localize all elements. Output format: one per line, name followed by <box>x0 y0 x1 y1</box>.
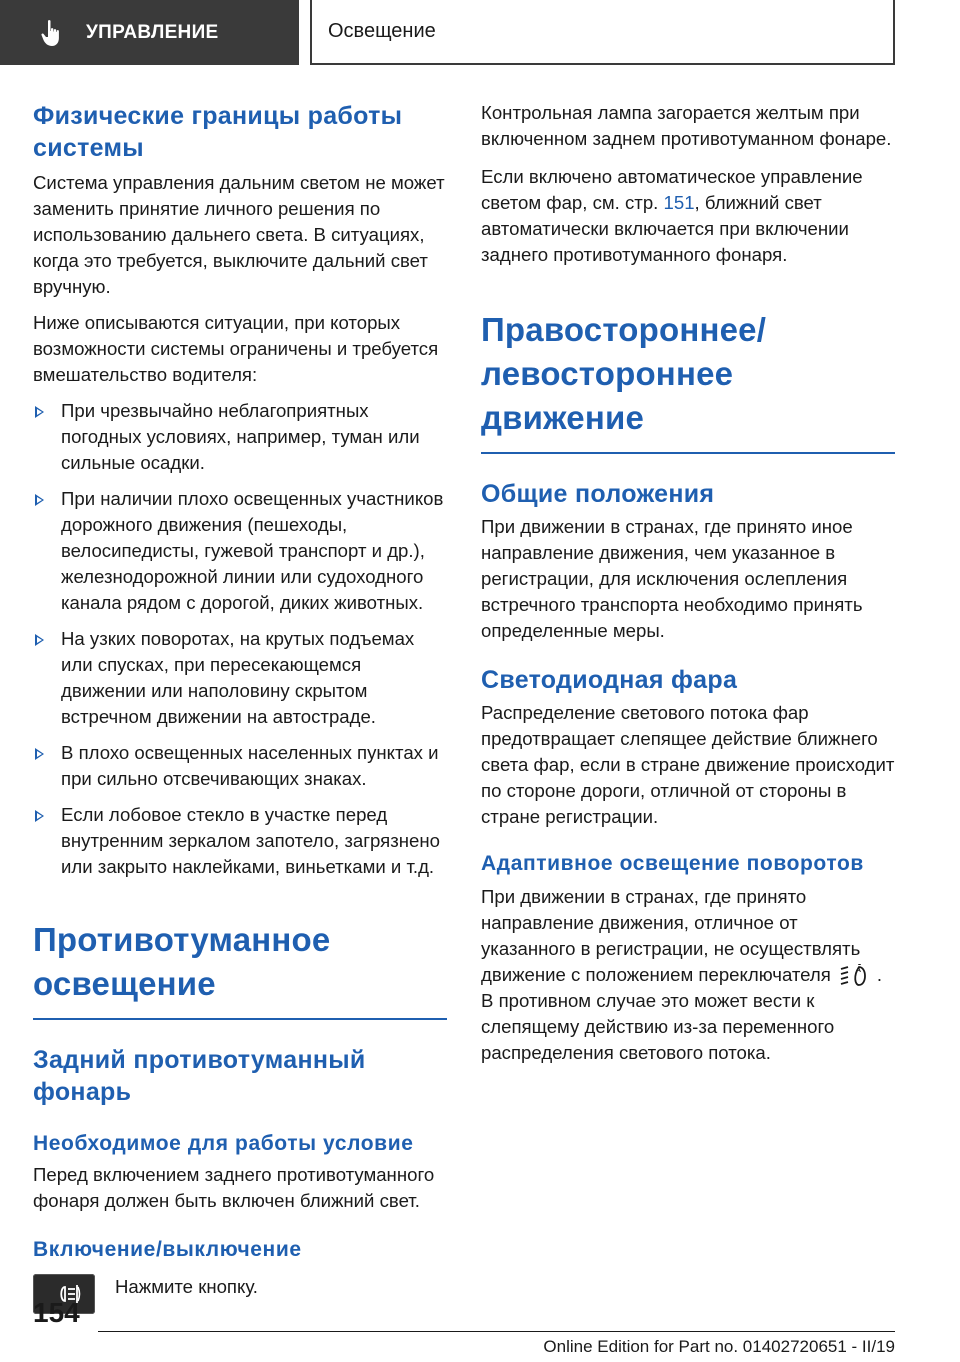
paragraph-press-button: Нажмите кнопку. <box>115 1276 258 1297</box>
triangle-bullet-icon <box>35 748 44 760</box>
list-item-text: Если лобовое стекло в участке перед внутренним зеркалом запотело, загрязнено или закрыто наклейками, виньетками и т.д. <box>61 804 440 877</box>
pointing-hand-icon <box>40 19 64 47</box>
list-item-text: В плохо освещенных населенных пунктах и при сильно отсвечивающих знаках. <box>61 742 439 789</box>
list-item-text: При наличии плохо освещенных участников дорожного движения (пешеходы, велосипедисты, гужевой транспорт и др.), железнодорожной линии или судоходного канала рядом с дорогой, диких животных. <box>61 488 444 613</box>
paragraph-indicator-lamp: Контрольная лампа загорается желтым при включенном заднем противотуманном фонаре. <box>481 102 892 149</box>
paragraph-condition: Перед включением заднего противотуманного фонаря должен быть включен ближний свет. <box>33 1164 435 1211</box>
footer-edition: Online Edition for Part no. 01402720651 - II/19 <box>543 1337 895 1356</box>
text-fragment: . В противном случае это может вести к слепящему действию из-за переменного распределения светового потока. <box>481 964 882 1064</box>
heading-right-left-traffic: Правостороннее/левостороннее движение <box>481 308 895 454</box>
button-instruction <box>33 1274 447 1314</box>
heading-led-headlight: Светодиодная фара <box>481 666 738 694</box>
list-item-text: На узких поворотах, на крутых подъемах или спусках, при пересекающемся движении или наполовину скрытом встречном движении на автостраде. <box>61 628 415 727</box>
header-section <box>310 0 895 65</box>
triangle-bullet-icon <box>35 810 44 822</box>
heading-general: Общие положения <box>481 480 715 508</box>
list-item <box>33 802 447 880</box>
heading-adaptive-cornering: Адаптивное освещение поворотов <box>481 852 864 875</box>
page-number: 154 <box>33 1297 80 1328</box>
triangle-bullet-icon <box>35 406 44 418</box>
section-title: Освещение <box>328 20 436 42</box>
list-item <box>33 740 447 792</box>
list-item-text: При чрезвычайно неблагоприятных погодных условиях, например, туман или сильные осадки. <box>61 400 420 473</box>
svg-text:A: A <box>855 967 861 975</box>
list-item <box>33 486 447 616</box>
paragraph-situations: Ниже описываются ситуации, при которых возможности системы ограничены и требуется вмешательство водителя: <box>33 312 439 385</box>
right-column <box>481 100 895 1066</box>
paragraph-auto-headlight <box>481 164 895 268</box>
heading-operating-condition: Необходимое для работы условие <box>33 1132 414 1155</box>
text-fragment: , ближний свет автоматически включается при включении заднего противотуманного фонаря. <box>481 192 849 265</box>
triangle-bullet-icon <box>35 634 44 646</box>
text-fragment: Если включено автоматическое управление светом фар, см. стр. <box>481 166 863 213</box>
paragraph-led: Распределение светового потока фар предотвращает слепящее действие ближнего света фар, если в стране движение происходит по стороне дороги, отличной от стороны в стране регистрации. <box>481 702 895 827</box>
page-reference-link[interactable]: 151 <box>663 192 695 213</box>
left-column <box>33 100 447 1314</box>
list-item <box>33 626 447 730</box>
paragraph-system-limits: Система управления дальним светом не может заменить принятие личного решения по использованию дальнего света. В ситуациях, когда это требуется, выключите дальний свет вручную. <box>33 172 445 297</box>
footer-divider <box>98 1331 895 1332</box>
situations-list <box>33 398 447 880</box>
heading-physical-limits: Физические границы работы системы <box>33 102 403 162</box>
automatic-headlight-icon <box>835 964 873 988</box>
heading-rear-fog-light: Задний противотуманный фонарь <box>33 1046 366 1106</box>
heading-on-off: Включение/выключение <box>33 1238 302 1261</box>
heading-fog-lighting: Противотуманное освещение <box>33 918 447 1020</box>
list-item <box>33 398 447 476</box>
paragraph-adaptive <box>481 884 895 1066</box>
header-tab-label: УПРАВЛЕНИЕ <box>86 21 219 43</box>
header-tab <box>0 0 299 65</box>
paragraph-general: При движении в странах, где принято иное направление движения, чем указанное в регистрации, для исключения ослепления встречного транспорта необходимо принять определенные меры. <box>481 516 863 641</box>
triangle-bullet-icon <box>35 494 44 506</box>
text-fragment: При движении в странах, где принято направление движения, отличное от указанного в регистрации, не осуществлять движение с положением переключателя <box>481 886 861 985</box>
